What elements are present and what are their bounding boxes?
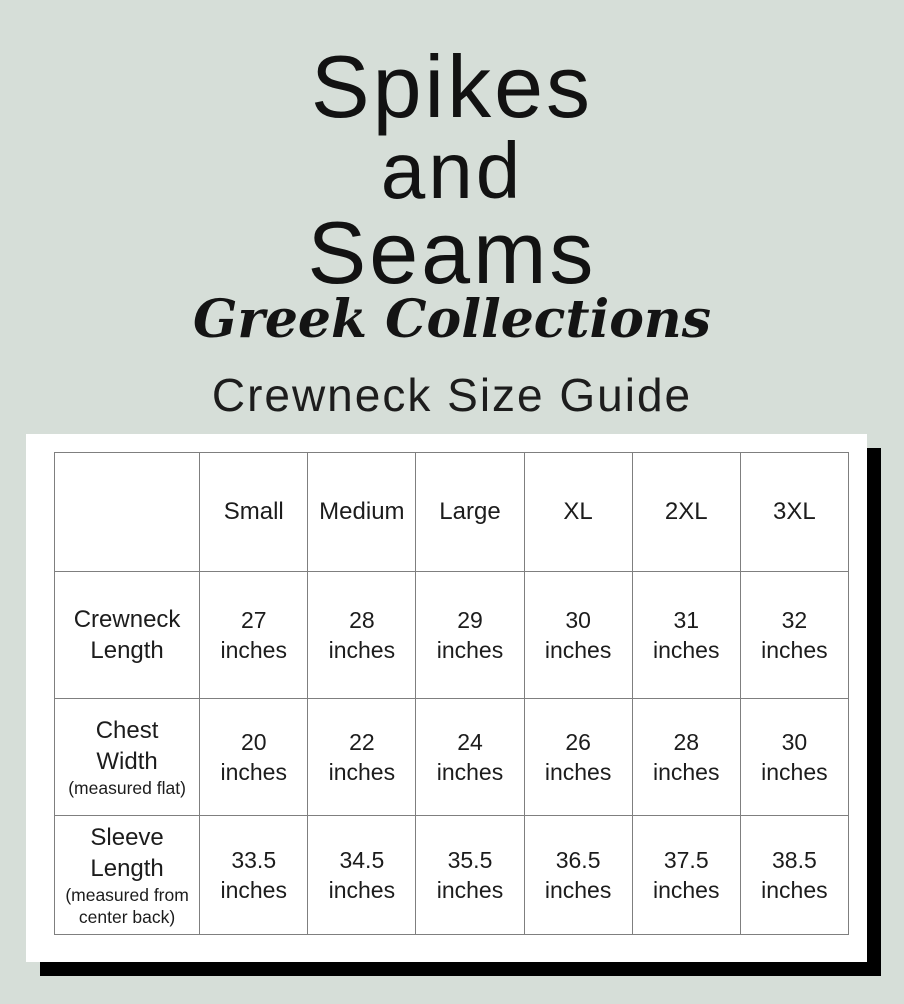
corner-cell — [55, 453, 200, 572]
brand-word-seams: Seams — [307, 203, 597, 302]
row-label-sleeve-length — [55, 816, 200, 935]
table-row-crewneck-length — [55, 572, 849, 699]
brand-word-spikes: Spikes — [310, 37, 594, 136]
table-row-chest-width — [55, 699, 849, 816]
cell-sleeve-3xl: 38.5 inches — [740, 816, 848, 935]
cell-sleeve-medium: 34.5 inches — [308, 816, 416, 935]
size-table — [54, 452, 849, 935]
cell-sleeve-2xl: 37.5 inches — [632, 816, 740, 935]
cell-sleeve-xl: 36.5 inches — [524, 816, 632, 935]
row-label-chest-width — [55, 699, 200, 816]
cell-chest-medium: 22 inches — [308, 699, 416, 816]
table-row-sleeve-length — [55, 816, 849, 935]
brand-word-and: and — [380, 126, 524, 215]
cell-crewneck-3xl: 32 inches — [740, 572, 848, 699]
column-header-large: Large — [416, 453, 524, 572]
table-header-row — [55, 453, 849, 572]
column-header-medium: Medium — [308, 453, 416, 572]
cell-chest-large: 24 inches — [416, 699, 524, 816]
cell-crewneck-large: 29 inches — [416, 572, 524, 699]
row-label-text: Chest Width — [95, 717, 159, 775]
column-header-2xl: 2XL — [632, 453, 740, 572]
cell-chest-3xl: 30 inches — [740, 699, 848, 816]
page-title: Crewneck Size Guide — [211, 369, 693, 421]
row-label-text: Sleeve Length — [90, 824, 164, 882]
row-label-note: (measured flat) — [68, 778, 186, 798]
cell-chest-small: 20 inches — [200, 699, 308, 816]
brand-script-greek-collections: Greek Collections — [193, 289, 711, 350]
cell-chest-xl: 26 inches — [524, 699, 632, 816]
row-label-text: Crewneck Length — [73, 606, 181, 664]
cell-crewneck-2xl: 31 inches — [632, 572, 740, 699]
row-label-crewneck-length — [55, 572, 200, 699]
cell-crewneck-xl: 30 inches — [524, 572, 632, 699]
size-table-card — [26, 434, 867, 962]
cell-sleeve-small: 33.5 inches — [200, 816, 308, 935]
column-header-xl: XL — [524, 453, 632, 572]
row-label-note: (measured from center back) — [65, 885, 189, 927]
cell-crewneck-small: 27 inches — [200, 572, 308, 699]
cell-sleeve-large: 35.5 inches — [416, 816, 524, 935]
column-header-3xl: 3XL — [740, 453, 848, 572]
cell-chest-2xl: 28 inches — [632, 699, 740, 816]
brand-logo — [0, 0, 904, 350]
cell-crewneck-medium: 28 inches — [308, 572, 416, 699]
column-header-small: Small — [200, 453, 308, 572]
